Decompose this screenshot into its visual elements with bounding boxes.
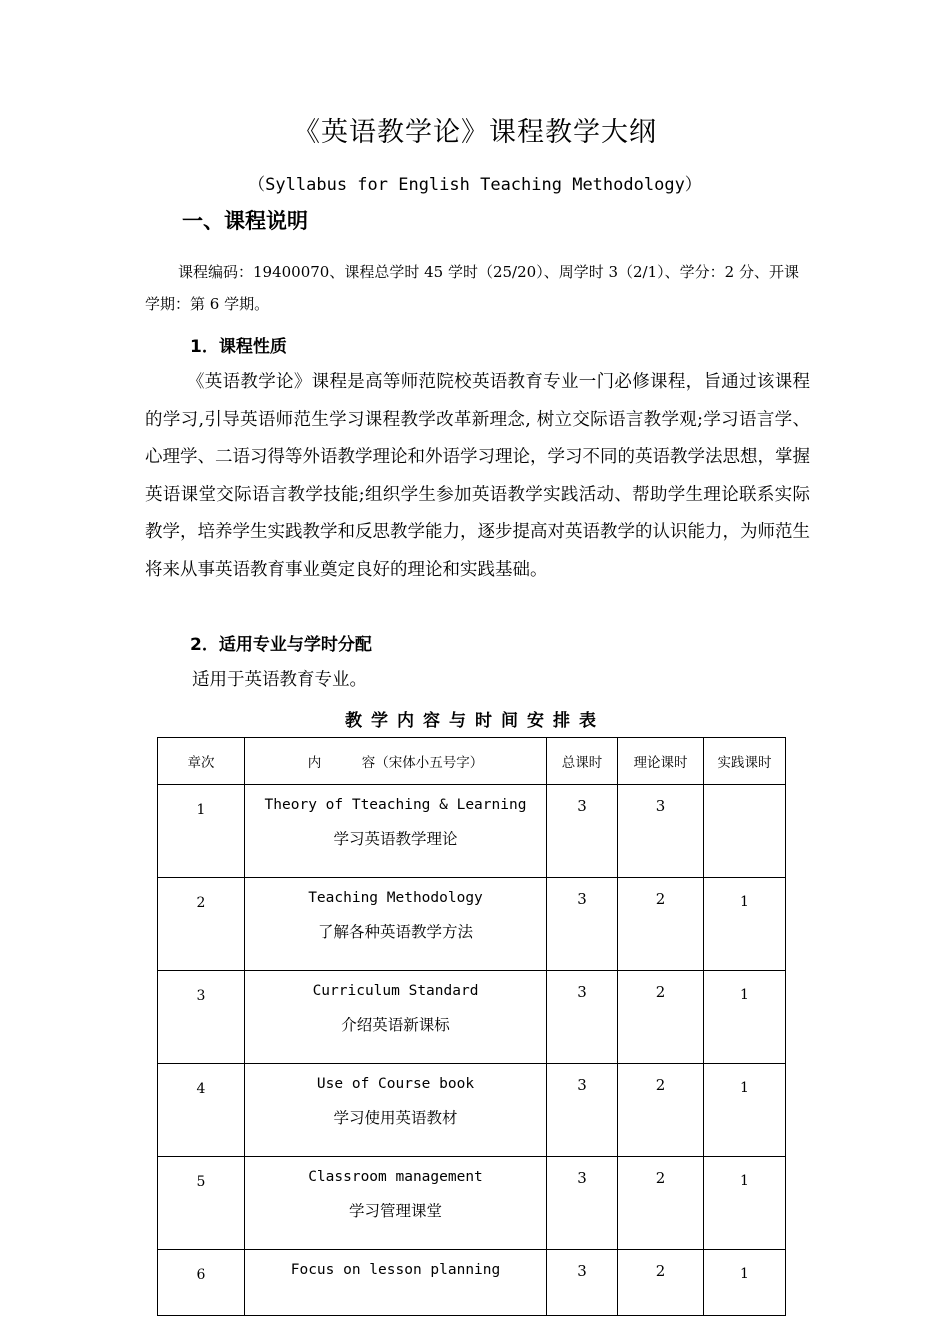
- chapter-cell: 4: [158, 1064, 245, 1157]
- theory-hours-cell: 3: [618, 785, 704, 878]
- content-cell: [245, 1064, 547, 1157]
- content-cell: [245, 1250, 547, 1316]
- table-row: [158, 785, 786, 878]
- header-theory-hours: 理论课时: [618, 738, 704, 785]
- table-row: [158, 878, 786, 971]
- subsection-heading-course-nature: 1．课程性质: [190, 337, 287, 357]
- theory-hours-cell: 2: [618, 1157, 704, 1250]
- total-hours-cell: 3: [547, 785, 618, 878]
- practice-hours-cell: 1: [704, 1157, 786, 1250]
- chapter-cell: 1: [158, 785, 245, 878]
- applies-to-paragraph: 适用于英语教育专业。: [192, 670, 367, 690]
- header-total-hours: 总课时: [547, 738, 618, 785]
- table-row: [158, 1250, 786, 1316]
- content-cell: [245, 878, 547, 971]
- practice-hours-cell: [704, 785, 786, 878]
- section-heading-course-description: 一、课程说明: [182, 209, 308, 233]
- content-english: Focus on lesson planning: [290, 1262, 501, 1278]
- content-english: Use of Course book: [316, 1076, 475, 1092]
- table-row: [158, 971, 786, 1064]
- header-chapter: 章次: [158, 738, 245, 785]
- course-nature-paragraph: 《英语教学论》课程是高等师范院校英语教育专业一门必修课程，旨通过该课程的学习,引导英语师范生学习课程教学改革新理念, 树立交际语言教学观;学习语言学、心理学、二语习得等外语教学理论和外语学习理论，学习不同的英语教学法思想，掌握英语课堂交际语言教学技能;组织学生参加英语教学实践活动、帮助学生理论联系实际教学，培养学生实践教学和反思教学能力，逐步提高对英语教学的认识能力，为师范生将来从事英语教育事业奠定良好的理论和实践基础。: [145, 372, 810, 580]
- course-info-paragraph: 课程编码：19400070、课程总学时 45 学时（25/20）、周学时 3（2/1）、学分：2 分、开课学期：第 6 学期。: [145, 263, 799, 313]
- total-hours-cell: 3: [547, 1064, 618, 1157]
- schedule-table: [157, 737, 786, 1316]
- table-row: [158, 1157, 786, 1250]
- header-practice-hours: 实践课时: [704, 738, 786, 785]
- total-hours-cell: 3: [547, 878, 618, 971]
- total-hours-cell: 3: [547, 1250, 618, 1316]
- table-header-row: [158, 738, 786, 785]
- chapter-cell: 2: [158, 878, 245, 971]
- content-chinese: 介绍英语新课标: [341, 1016, 450, 1034]
- theory-hours-cell: 2: [618, 1250, 704, 1316]
- document-title: 《英语教学论》课程教学大纲: [293, 117, 657, 148]
- theory-hours-cell: 2: [618, 1064, 704, 1157]
- content-english: Curriculum Standard: [312, 983, 479, 999]
- header-content: 内 容（宋体小五号字）: [245, 738, 547, 785]
- subsection-heading-major-hours: 2．适用专业与学时分配: [190, 635, 372, 655]
- chapter-cell: 5: [158, 1157, 245, 1250]
- practice-hours-cell: 1: [704, 971, 786, 1064]
- theory-hours-cell: 2: [618, 878, 704, 971]
- theory-hours-cell: 2: [618, 971, 704, 1064]
- content-english: Theory of Tteaching & Learning: [264, 797, 527, 813]
- content-english: Classroom management: [308, 1169, 483, 1185]
- content-cell: [245, 1157, 547, 1250]
- document-subtitle: （Syllabus for English Teaching Methodology）: [248, 175, 702, 195]
- practice-hours-cell: 1: [704, 878, 786, 971]
- content-cell: [245, 971, 547, 1064]
- content-cell: [245, 785, 547, 878]
- content-chinese: 学习管理课堂: [348, 1202, 442, 1220]
- content-chinese: 学习使用英语教材: [333, 1109, 458, 1127]
- content-english: Teaching Methodology: [308, 890, 483, 906]
- chapter-cell: 6: [158, 1250, 245, 1316]
- total-hours-cell: 3: [547, 1157, 618, 1250]
- content-chinese: 了解各种英语教学方法: [317, 923, 473, 941]
- practice-hours-cell: 1: [704, 1064, 786, 1157]
- chapter-cell: 3: [158, 971, 245, 1064]
- table-caption: 教学内容与时间安排表: [345, 711, 605, 731]
- table-row: [158, 1064, 786, 1157]
- practice-hours-cell: 1: [704, 1250, 786, 1316]
- total-hours-cell: 3: [547, 971, 618, 1064]
- content-chinese: 学习英语教学理论: [333, 830, 458, 848]
